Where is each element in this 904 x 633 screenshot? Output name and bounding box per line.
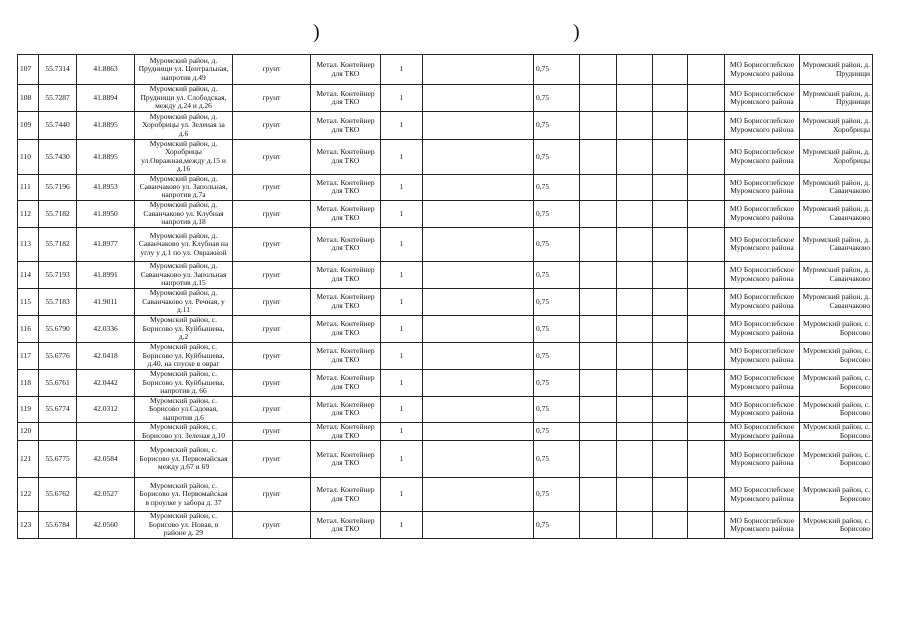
empty-cell: [580, 261, 617, 288]
empty-cell: [423, 396, 534, 422]
quantity-cell: 1: [381, 315, 423, 342]
address-cell: Муромский район, д. Хоробрицы ул. Зеленая за д.6: [135, 112, 233, 140]
empty-cell: [580, 396, 617, 422]
empty-cell: [688, 441, 725, 478]
volume-cell: 0,75: [534, 261, 580, 288]
longitude-cell: 41.8950: [77, 200, 135, 227]
table-row: [18, 200, 873, 227]
container-type-cell: Метал. Контейнер для ТКО: [311, 342, 381, 369]
quantity-cell: 1: [381, 140, 423, 175]
volume-cell: 0,75: [534, 55, 580, 85]
latitude-cell: 55.6784: [39, 512, 77, 539]
empty-cell: [617, 55, 653, 85]
longitude-cell: 42.0527: [77, 478, 135, 512]
empty-cell: [617, 140, 653, 175]
surface-cell: грунт: [233, 315, 311, 342]
empty-cell: [653, 174, 688, 200]
empty-cell: [617, 200, 653, 227]
surface-cell: грунт: [233, 478, 311, 512]
owner-cell: МО Борисоглебское Муромского района: [725, 261, 800, 288]
latitude-cell: 55.6761: [39, 369, 77, 396]
quantity-cell: 1: [381, 200, 423, 227]
latitude-cell: 55.7182: [39, 227, 77, 261]
empty-cell: [423, 315, 534, 342]
empty-cell: [617, 174, 653, 200]
row-number-cell: 119: [18, 396, 39, 422]
address-cell: Муромский район, д. Хоробрицы ул.Овражная,между д.15 и д.16: [135, 140, 233, 175]
waste-source-cell: Муромский район, д. Хоробрицы: [800, 140, 873, 175]
latitude-cell: 55.6762: [39, 478, 77, 512]
quantity-cell: 1: [381, 227, 423, 261]
empty-cell: [688, 174, 725, 200]
owner-cell: МО Борисоглебское Муромского района: [725, 227, 800, 261]
empty-cell: [423, 112, 534, 140]
empty-cell: [580, 315, 617, 342]
surface-cell: грунт: [233, 261, 311, 288]
waste-source-cell: Муромский район, д. Саванчаково: [800, 261, 873, 288]
empty-cell: [688, 261, 725, 288]
latitude-cell: 55.7440: [39, 112, 77, 140]
waste-source-cell: Муромский район, с. Борисово: [800, 342, 873, 369]
latitude-cell: 55.7193: [39, 261, 77, 288]
empty-cell: [688, 512, 725, 539]
latitude-cell: 55.6775: [39, 441, 77, 478]
row-number-cell: 118: [18, 369, 39, 396]
volume-cell: 0,75: [534, 342, 580, 369]
row-number-cell: 122: [18, 478, 39, 512]
empty-cell: [653, 55, 688, 85]
latitude-cell: 55.7183: [39, 288, 77, 315]
row-number-cell: 114: [18, 261, 39, 288]
volume-cell: 0,75: [534, 140, 580, 175]
surface-cell: грунт: [233, 174, 311, 200]
surface-cell: грунт: [233, 85, 311, 112]
table-row: [18, 288, 873, 315]
longitude-cell: 42.0584: [77, 441, 135, 478]
quantity-cell: 1: [381, 369, 423, 396]
surface-cell: грунт: [233, 512, 311, 539]
quantity-cell: 1: [381, 441, 423, 478]
volume-cell: 0,75: [534, 423, 580, 441]
empty-cell: [688, 112, 725, 140]
surface-cell: грунт: [233, 227, 311, 261]
longitude-cell: 41.8991: [77, 261, 135, 288]
row-number-cell: 107: [18, 55, 39, 85]
address-cell: Муромский район, с. Борисово ул. Зеленая д.10: [135, 423, 233, 441]
row-number-cell: 109: [18, 112, 39, 140]
row-number-cell: 115: [18, 288, 39, 315]
latitude-cell: 55.6790: [39, 315, 77, 342]
page-mark-left: ): [313, 21, 320, 43]
table-row: [18, 369, 873, 396]
empty-cell: [423, 288, 534, 315]
empty-cell: [688, 478, 725, 512]
quantity-cell: 1: [381, 112, 423, 140]
longitude-cell: 41.8977: [77, 227, 135, 261]
empty-cell: [423, 140, 534, 175]
surface-cell: грунт: [233, 55, 311, 85]
table-row: [18, 396, 873, 422]
empty-cell: [423, 512, 534, 539]
table-row: [18, 261, 873, 288]
latitude-cell: 55.7196: [39, 174, 77, 200]
empty-cell: [653, 423, 688, 441]
empty-cell: [653, 342, 688, 369]
empty-cell: [617, 227, 653, 261]
address-cell: Муромский район, с. Борисово ул. Куйбышева, д.2: [135, 315, 233, 342]
latitude-cell: [39, 423, 77, 441]
waste-source-cell: Муромский район, д. Хоробрицы: [800, 112, 873, 140]
empty-cell: [580, 423, 617, 441]
empty-cell: [423, 478, 534, 512]
empty-cell: [653, 200, 688, 227]
empty-cell: [653, 261, 688, 288]
volume-cell: 0,75: [534, 174, 580, 200]
waste-source-cell: Муромский район, с. Борисово: [800, 478, 873, 512]
volume-cell: 0,75: [534, 200, 580, 227]
empty-cell: [617, 85, 653, 112]
empty-cell: [653, 396, 688, 422]
table-row: [18, 140, 873, 175]
owner-cell: МО Борисоглебское Муромского района: [725, 396, 800, 422]
longitude-cell: 41.8895: [77, 112, 135, 140]
surface-cell: грунт: [233, 396, 311, 422]
empty-cell: [653, 315, 688, 342]
address-cell: Муромский район, с. Борисово ул. Первомайская в проулке у забора д. 37: [135, 478, 233, 512]
empty-cell: [423, 174, 534, 200]
empty-cell: [653, 140, 688, 175]
empty-cell: [688, 423, 725, 441]
container-type-cell: Метал. Контейнер для ТКО: [311, 227, 381, 261]
empty-cell: [580, 512, 617, 539]
row-number-cell: 108: [18, 85, 39, 112]
surface-cell: грунт: [233, 423, 311, 441]
address-cell: Муромский район, с. Борисово ул.Садовая, напротив д.6: [135, 396, 233, 422]
container-type-cell: Метал. Контейнер для ТКО: [311, 512, 381, 539]
longitude-cell: 41.8895: [77, 140, 135, 175]
waste-source-cell: Муромский район, с. Борисово: [800, 396, 873, 422]
longitude-cell: 42.0418: [77, 342, 135, 369]
empty-cell: [688, 288, 725, 315]
empty-cell: [423, 261, 534, 288]
table-row: [18, 478, 873, 512]
owner-cell: МО Борисоглебское Муромского района: [725, 478, 800, 512]
row-number-cell: 120: [18, 423, 39, 441]
table-row: [18, 423, 873, 441]
empty-cell: [653, 441, 688, 478]
waste-source-cell: Муромский район, с. Борисово: [800, 512, 873, 539]
quantity-cell: 1: [381, 478, 423, 512]
empty-cell: [688, 342, 725, 369]
address-cell: Муромский район, д. Саванчаково ул. Клубная напротив д.18: [135, 200, 233, 227]
owner-cell: МО Борисоглебское Муромского района: [725, 174, 800, 200]
owner-cell: МО Борисоглебское Муромского района: [725, 423, 800, 441]
empty-cell: [423, 342, 534, 369]
volume-cell: 0,75: [534, 396, 580, 422]
empty-cell: [653, 369, 688, 396]
address-cell: Муромский район, д. Саванчаково ул. Запольная напротив д.15: [135, 261, 233, 288]
address-cell: Муромский район, д. Саванчаково ул. Речная, у д.11: [135, 288, 233, 315]
waste-source-cell: Муромский район, д. Саванчаково: [800, 227, 873, 261]
waste-source-cell: Муромский район, с. Борисово: [800, 315, 873, 342]
empty-cell: [617, 315, 653, 342]
longitude-cell: 42.0312: [77, 396, 135, 422]
empty-cell: [617, 396, 653, 422]
empty-cell: [580, 200, 617, 227]
surface-cell: грунт: [233, 140, 311, 175]
longitude-cell: 42.0336: [77, 315, 135, 342]
empty-cell: [688, 85, 725, 112]
owner-cell: МО Борисоглебское Муромского района: [725, 55, 800, 85]
owner-cell: МО Борисоглебское Муромского района: [725, 315, 800, 342]
empty-cell: [653, 112, 688, 140]
volume-cell: 0,75: [534, 288, 580, 315]
quantity-cell: 1: [381, 512, 423, 539]
empty-cell: [653, 478, 688, 512]
empty-cell: [423, 369, 534, 396]
row-number-cell: 117: [18, 342, 39, 369]
container-type-cell: Метал. Контейнер для ТКО: [311, 288, 381, 315]
empty-cell: [688, 200, 725, 227]
table-row: [18, 342, 873, 369]
empty-cell: [653, 512, 688, 539]
empty-cell: [617, 342, 653, 369]
empty-cell: [617, 369, 653, 396]
volume-cell: 0,75: [534, 227, 580, 261]
empty-cell: [617, 112, 653, 140]
empty-cell: [688, 140, 725, 175]
container-type-cell: Метал. Контейнер для ТКО: [311, 369, 381, 396]
latitude-cell: 55.7287: [39, 85, 77, 112]
quantity-cell: 1: [381, 85, 423, 112]
latitude-cell: 55.7314: [39, 55, 77, 85]
empty-cell: [688, 396, 725, 422]
container-sites-table: [17, 54, 873, 539]
container-type-cell: Метал. Контейнер для ТКО: [311, 85, 381, 112]
empty-cell: [423, 55, 534, 85]
owner-cell: МО Борисоглебское Муромского района: [725, 512, 800, 539]
table-row: [18, 55, 873, 85]
empty-cell: [580, 342, 617, 369]
longitude-cell: [77, 423, 135, 441]
surface-cell: грунт: [233, 200, 311, 227]
row-number-cell: 121: [18, 441, 39, 478]
row-number-cell: 113: [18, 227, 39, 261]
volume-cell: 0,75: [534, 512, 580, 539]
quantity-cell: 1: [381, 342, 423, 369]
empty-cell: [580, 140, 617, 175]
quantity-cell: 1: [381, 174, 423, 200]
address-cell: Муромский район, д. Пруднищи ул. Слободская, между д.24 и д.26: [135, 85, 233, 112]
quantity-cell: 1: [381, 288, 423, 315]
surface-cell: грунт: [233, 288, 311, 315]
owner-cell: МО Борисоглебское Муромского района: [725, 369, 800, 396]
container-type-cell: Метал. Контейнер для ТКО: [311, 112, 381, 140]
volume-cell: 0,75: [534, 112, 580, 140]
waste-source-cell: Муромский район, с. Борисово: [800, 423, 873, 441]
table-row: [18, 441, 873, 478]
latitude-cell: 55.7430: [39, 140, 77, 175]
empty-cell: [423, 85, 534, 112]
longitude-cell: 41.8953: [77, 174, 135, 200]
volume-cell: 0,75: [534, 478, 580, 512]
table-row: [18, 512, 873, 539]
owner-cell: МО Борисоглебское Муромского района: [725, 200, 800, 227]
container-type-cell: Метал. Контейнер для ТКО: [311, 423, 381, 441]
address-cell: Муромский район, с. Борисово ул. Новая, в районе д. 29: [135, 512, 233, 539]
page-mark-right: ): [573, 21, 580, 43]
empty-cell: [688, 55, 725, 85]
table-row: [18, 315, 873, 342]
empty-cell: [653, 288, 688, 315]
surface-cell: грунт: [233, 112, 311, 140]
empty-cell: [580, 85, 617, 112]
empty-cell: [423, 200, 534, 227]
empty-cell: [688, 227, 725, 261]
waste-source-cell: Муромский район, д. Пруднищи: [800, 85, 873, 112]
empty-cell: [688, 315, 725, 342]
row-number-cell: 110: [18, 140, 39, 175]
latitude-cell: 55.6776: [39, 342, 77, 369]
empty-cell: [617, 512, 653, 539]
address-cell: Муромский район, с. Борисово ул. Куйбышева, напротив д. 66: [135, 369, 233, 396]
empty-cell: [580, 441, 617, 478]
waste-source-cell: Муромский район, д. Саванчаково: [800, 174, 873, 200]
row-number-cell: 111: [18, 174, 39, 200]
owner-cell: МО Борисоглебское Муромского района: [725, 140, 800, 175]
quantity-cell: 1: [381, 396, 423, 422]
table-row: [18, 227, 873, 261]
volume-cell: 0,75: [534, 85, 580, 112]
volume-cell: 0,75: [534, 441, 580, 478]
empty-cell: [617, 261, 653, 288]
empty-cell: [580, 174, 617, 200]
longitude-cell: 42.0560: [77, 512, 135, 539]
owner-cell: МО Борисоглебское Муромского района: [725, 288, 800, 315]
latitude-cell: 55.6774: [39, 396, 77, 422]
empty-cell: [653, 227, 688, 261]
empty-cell: [580, 112, 617, 140]
empty-cell: [617, 441, 653, 478]
empty-cell: [688, 369, 725, 396]
container-type-cell: Метал. Контейнер для ТКО: [311, 396, 381, 422]
longitude-cell: 41.8863: [77, 55, 135, 85]
empty-cell: [423, 227, 534, 261]
latitude-cell: 55.7182: [39, 200, 77, 227]
quantity-cell: 1: [381, 55, 423, 85]
owner-cell: МО Борисоглебское Муромского района: [725, 342, 800, 369]
waste-source-cell: Муромский район, д. Саванчаково: [800, 200, 873, 227]
container-type-cell: Метал. Контейнер для ТКО: [311, 140, 381, 175]
empty-cell: [617, 423, 653, 441]
address-cell: Муромский район, д. Саванчаково ул. Клубная на углу у д.1 по ул. Овражной: [135, 227, 233, 261]
container-type-cell: Метал. Контейнер для ТКО: [311, 55, 381, 85]
volume-cell: 0,75: [534, 369, 580, 396]
longitude-cell: 42.0442: [77, 369, 135, 396]
address-cell: Муромский район, с. Борисово ул. Куйбышева, д.40, на спуске в овраг: [135, 342, 233, 369]
surface-cell: грунт: [233, 342, 311, 369]
longitude-cell: 41.8894: [77, 85, 135, 112]
empty-cell: [580, 369, 617, 396]
empty-cell: [423, 441, 534, 478]
container-type-cell: Метал. Контейнер для ТКО: [311, 441, 381, 478]
empty-cell: [580, 478, 617, 512]
container-type-cell: Метал. Контейнер для ТКО: [311, 315, 381, 342]
waste-source-cell: Муромский район, д. Пруднищи: [800, 55, 873, 85]
waste-source-cell: Муромский район, д. Саванчаково: [800, 288, 873, 315]
container-type-cell: Метал. Контейнер для ТКО: [311, 200, 381, 227]
waste-source-cell: Муромский район, с. Борисово: [800, 441, 873, 478]
row-number-cell: 123: [18, 512, 39, 539]
table-row: [18, 112, 873, 140]
empty-cell: [580, 55, 617, 85]
table-row: [18, 85, 873, 112]
container-type-cell: Метал. Контейнер для ТКО: [311, 478, 381, 512]
address-cell: Муромский район, д. Саванчаково ул. Запольная, напротив д.7а: [135, 174, 233, 200]
owner-cell: МО Борисоглебское Муромского района: [725, 441, 800, 478]
empty-cell: [580, 288, 617, 315]
empty-cell: [580, 227, 617, 261]
surface-cell: грунт: [233, 369, 311, 396]
container-type-cell: Метал. Контейнер для ТКО: [311, 174, 381, 200]
table-row: [18, 174, 873, 200]
empty-cell: [423, 423, 534, 441]
empty-cell: [617, 478, 653, 512]
quantity-cell: 1: [381, 261, 423, 288]
volume-cell: 0,75: [534, 315, 580, 342]
empty-cell: [653, 85, 688, 112]
longitude-cell: 41.9011: [77, 288, 135, 315]
address-cell: Муромский район, д. Пруднищи ул. Центральная, напротив д.49: [135, 55, 233, 85]
empty-cell: [617, 288, 653, 315]
table-body: [18, 55, 873, 539]
quantity-cell: 1: [381, 423, 423, 441]
waste-source-cell: Муромский район, с. Борисово: [800, 369, 873, 396]
container-type-cell: Метал. Контейнер для ТКО: [311, 261, 381, 288]
row-number-cell: 116: [18, 315, 39, 342]
row-number-cell: 112: [18, 200, 39, 227]
surface-cell: грунт: [233, 441, 311, 478]
address-cell: Муромский район, с. Борисово ул. Первомайская между д.67 и 69: [135, 441, 233, 478]
owner-cell: МО Борисоглебское Муромского района: [725, 85, 800, 112]
owner-cell: МО Борисоглебское Муромского района: [725, 112, 800, 140]
